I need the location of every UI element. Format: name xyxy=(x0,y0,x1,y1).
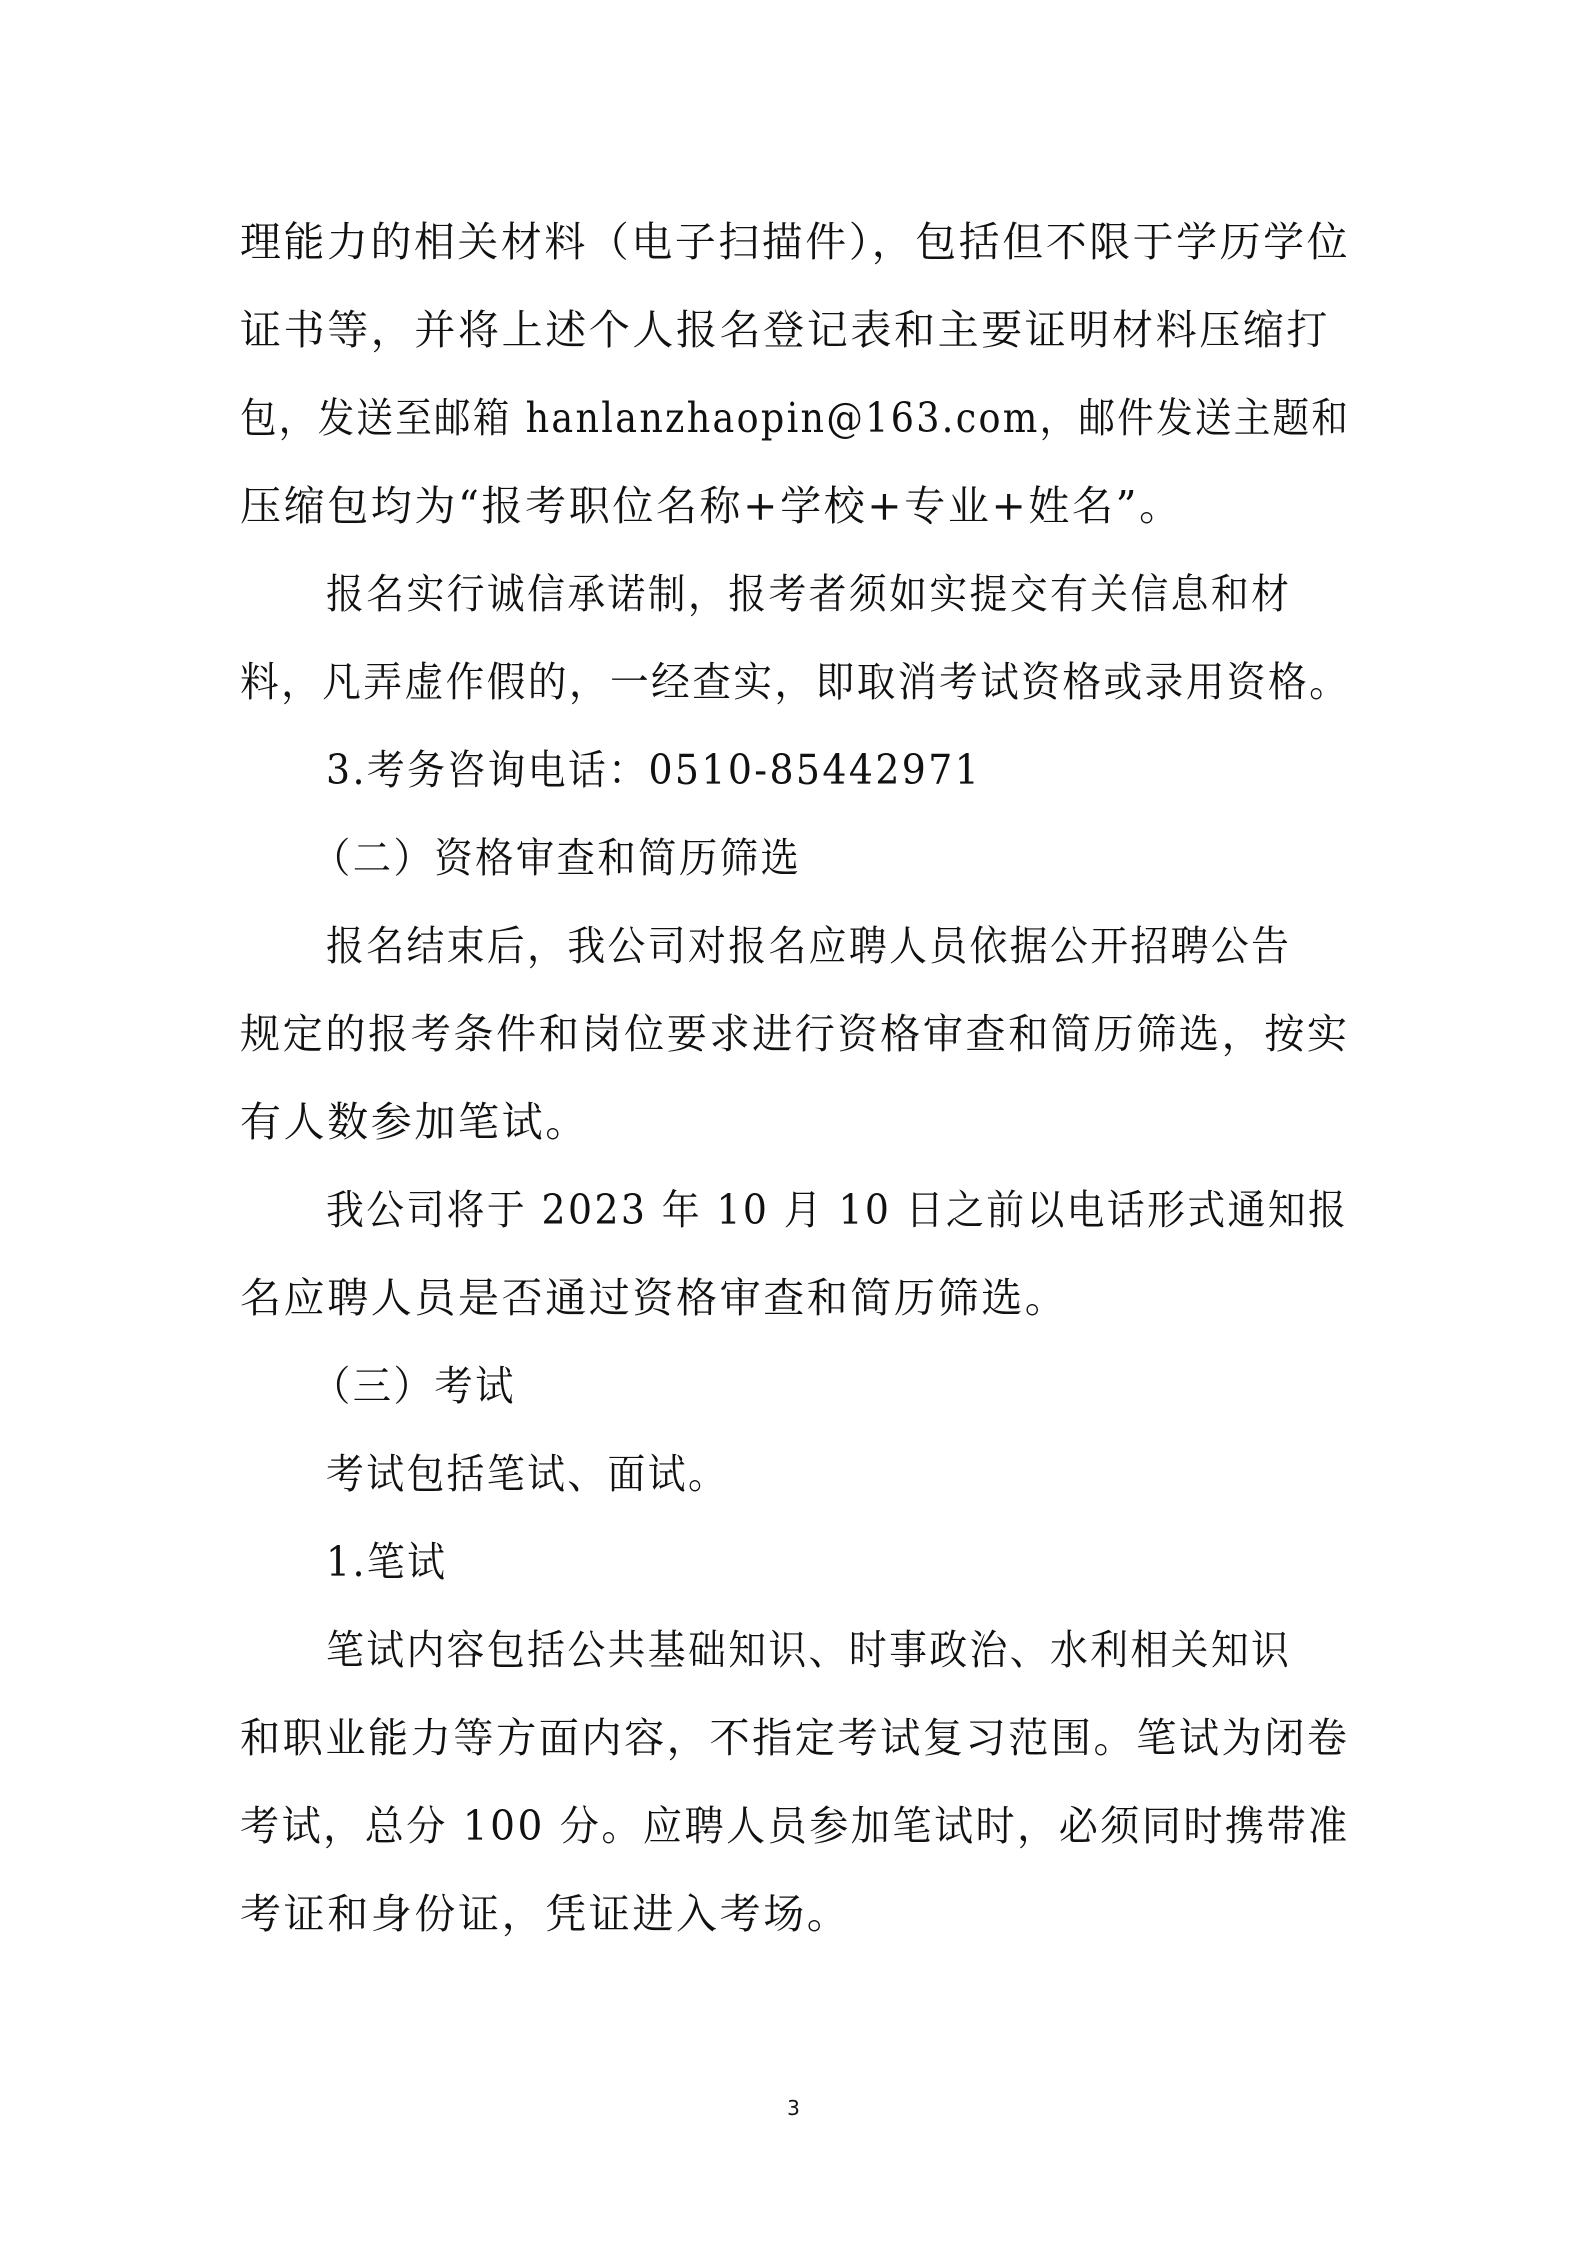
paragraph-exam-types: 考试包括笔试、面试。 xyxy=(326,1450,729,1498)
paragraph-integrity: 报名实行诚信承诺制，报考者须如实提交有关信息和材 xyxy=(326,570,1292,618)
body-text-line: 压缩包均为“报考职位名称+学校+专业+姓名”。 xyxy=(240,482,1183,530)
section-heading-exam: （三）考试 xyxy=(312,1362,516,1410)
body-text-line: 证书等，并将上述个人报名登记表和主要证明材料压缩打 xyxy=(240,306,1330,354)
body-text-line: 考试，总分 100 分。应聘人员参加笔试时，必须同时携带准 xyxy=(240,1802,1350,1850)
subheading-written-exam: 1.笔试 xyxy=(326,1538,448,1586)
body-text-line: 理能力的相关材料（电子扫描件），包括但不限于学历学位 xyxy=(240,218,1351,266)
section-heading-qualification-review: （二）资格审查和简历筛选 xyxy=(312,834,802,882)
body-text-line: 规定的报考条件和岗位要求进行资格审查和简历筛选，按实 xyxy=(240,1010,1350,1058)
body-text-line-email: 包，发送至邮箱 hanlanzhaopin@163.com，邮件发送主题和 xyxy=(240,394,1351,442)
paragraph-review: 报名结束后，我公司对报名应聘人员依据公开招聘公告 xyxy=(326,922,1292,970)
paragraph-notification: 我公司将于 2023 年 10 月 10 日之前以电话形式通知报 xyxy=(326,1186,1349,1234)
exam-hotline: 3.考务咨询电话：0510-85442971 xyxy=(326,746,982,794)
paragraph-written-exam: 笔试内容包括公共基础知识、时事政治、水利相关知识 xyxy=(326,1626,1292,1674)
page-number: 3 xyxy=(787,2096,800,2120)
body-text-line: 考证和身份证，凭证进入考场。 xyxy=(240,1890,851,1938)
body-text-line: 名应聘人员是否通过资格审查和简历筛选。 xyxy=(240,1274,1069,1322)
body-text-line: 有人数参加笔试。 xyxy=(240,1098,589,1146)
body-text-line: 料，凡弄虚作假的，一经查实，即取消考试资格或录用资格。 xyxy=(240,658,1351,706)
body-text-line: 和职业能力等方面内容，不指定考试复习范围。笔试为闭卷 xyxy=(240,1714,1350,1762)
